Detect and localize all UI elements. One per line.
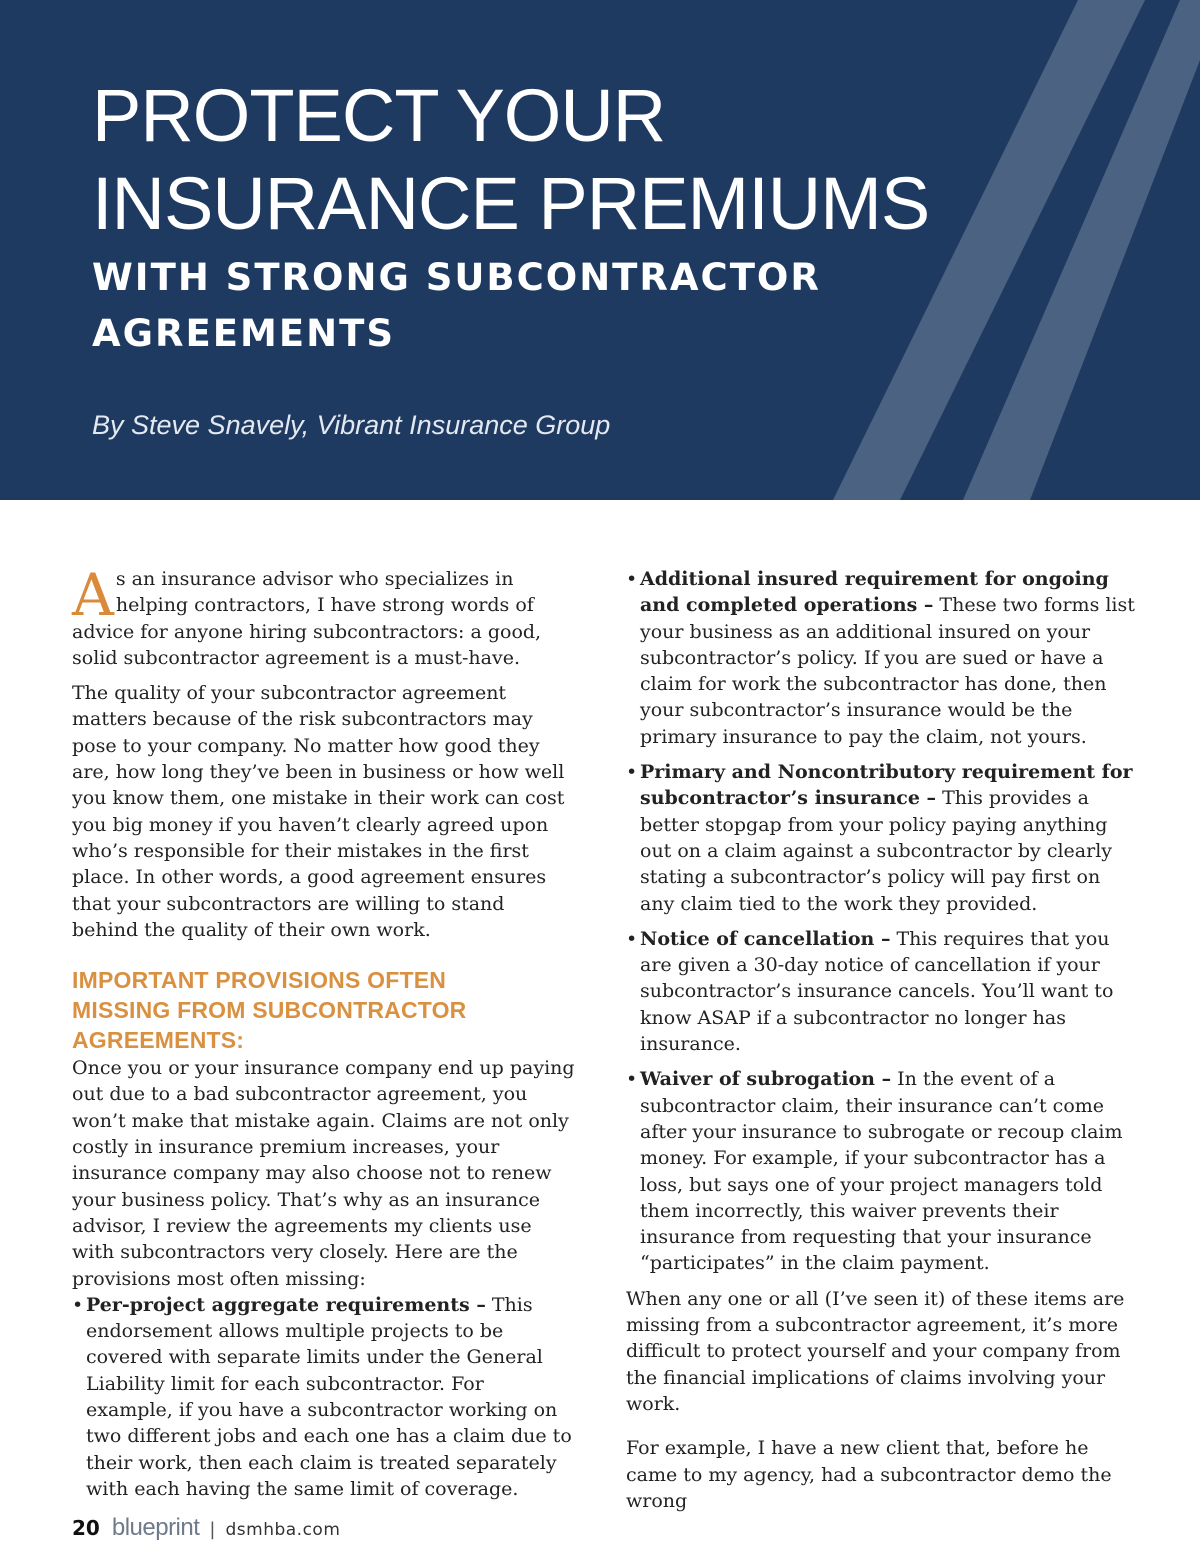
list-item [72, 1292, 576, 1502]
subtitle-line-1: WITH STRONG SUBCONTRACTOR [92, 256, 821, 299]
list-item-text: This endorsement allows multiple projects to be covered with separate limits under the General Liability limit for each subcontractor. For example, if you have a subcontractor working on two different jobs and each one has a claim due to their work, then each claim is treated separately with each having the same limit of coverage. [86, 1293, 572, 1500]
heading-line-1: IMPORTANT PROVISIONS OFTEN [72, 967, 447, 994]
body-paragraph: Once you or your insurance company end up paying out due to a bad subcontractor agreement, you won’t make that mistake again. Claims are not only costly in insurance premium increases, your insurance company may also choose not to renew your business policy. That’s why as an insurance advisor, I review the agreements my clients use with subcontractors very closely. Here are the provisions most often missing: [72, 1057, 575, 1290]
body-paragraph: For example, I have a new client that, before he came to my agency, had a subcontractor demo the wrong [626, 1437, 1112, 1512]
article-subtitle [92, 250, 872, 362]
title-line-2: INSURANCE PREMIUMS [92, 162, 930, 245]
section-heading [72, 965, 576, 1055]
drop-cap: A [72, 561, 114, 629]
list-item-text: These two forms list your business as an additional insured on your subcontractor’s policy. If you are sued or have a claim for work the subcontractor has done, then your subcontractor’s insurance would be the primary insurance to pay the claim, not yours. [640, 594, 1135, 748]
body-paragraph: The quality of your subcontractor agreement matters because of the risk subcontractors may pose to your company. No matter how good they are, how long they’ve been in business or how well you know them, one mistake in their work can cost you big money if you haven’t clearly agreed upon who’s responsible for their mistakes in the first place. In other words, a good agreement ensures that your subcontractors are willing to stand behind the quality of their own work. [72, 682, 565, 941]
subtitle-line-2: AGREEMENTS [92, 312, 395, 355]
intro-paragraph [72, 561, 576, 671]
list-item-text: This provides a better stopgap from your policy paying anything out on a claim against a subcontractor by clearly stating a subcontractor’s policy will pay first on any claim tied to the work they provided. [640, 787, 1113, 915]
website-url: dsmhba.com [225, 1520, 341, 1540]
heading-line-3: AGREEMENTS: [72, 1027, 245, 1054]
page-footer [72, 1514, 340, 1544]
list-item [626, 926, 1136, 1057]
provisions-list [626, 566, 1136, 1277]
list-item-term: Waiver of subrogation – [640, 1068, 892, 1091]
page-number: 20 [72, 1516, 100, 1540]
heading-line-2: MISSING FROM SUBCONTRACTOR [72, 997, 467, 1024]
body-paragraph: When any one or all (I’ve seen it) of these items are missing from a subcontractor agreement, it’s more difficult to protect yourself and your company from the financial implications of claims involving your work. [626, 1287, 1125, 1415]
list-item-text: In the event of a subcontractor claim, their insurance can’t come after your insurance to subrogate or recoup claim money. For example, if your subcontractor has a loss, but says one of your project managers told them incorrectly, this waiver prevents their insurance from requesting that your insurance “participates” in the claim payment. [640, 1068, 1123, 1275]
list-item-term: Primary and Noncontributory requirement for subcontractor’s insurance – [640, 761, 1133, 810]
intro-text: s an insurance advisor who specializes in helping contractors, I have strong words of advice for anyone hiring subcontractors: a good, solid subcontractor agreement is a must-have. [72, 568, 542, 669]
list-item [626, 759, 1136, 917]
list-item-term: Notice of cancellation – [640, 927, 891, 950]
right-column [626, 566, 1136, 1523]
list-item [626, 1066, 1136, 1276]
byline: By Steve Snavely, Vibrant Insurance Group [92, 410, 611, 440]
article-title [92, 72, 929, 248]
article-header [0, 0, 1200, 500]
list-item-term: Additional insured requirement for ongoing and completed operations – [640, 568, 1109, 617]
provisions-list [72, 1292, 576, 1502]
left-column [72, 561, 576, 1502]
title-line-1: PROTECT YOUR [92, 74, 666, 157]
list-item-term: Per-project aggregate requirements – [86, 1293, 486, 1316]
list-item-text: This requires that you are given a 30-day notice of cancellation if your subcontractor’s insurance cancels. You’ll want to know ASAP if a subcontractor no longer has insurance. [640, 927, 1114, 1056]
footer-separator: | [209, 1519, 216, 1540]
list-item [626, 566, 1136, 750]
brand-logo: blueprint [111, 1514, 200, 1541]
